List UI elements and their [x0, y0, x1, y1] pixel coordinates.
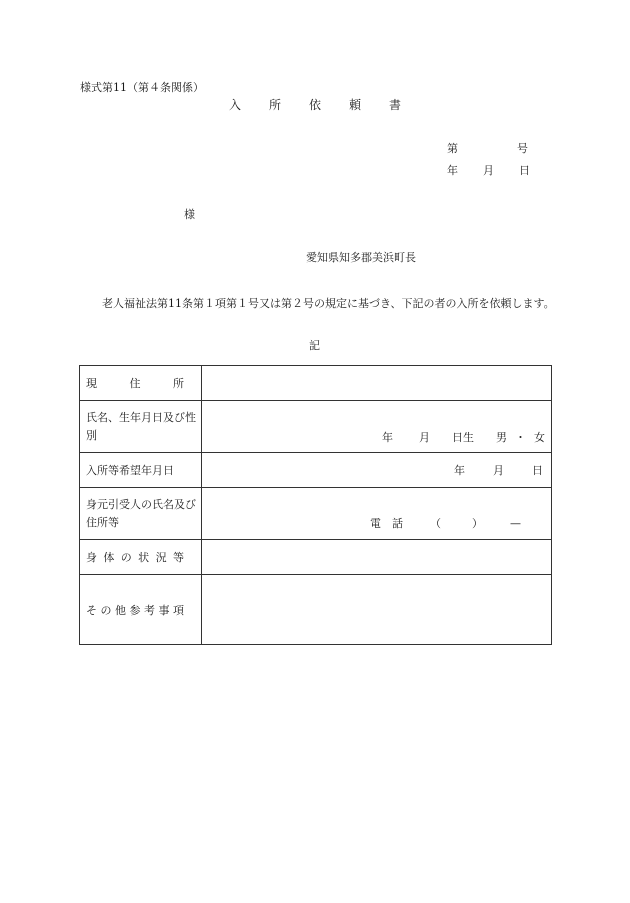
label-char: 況	[155, 551, 167, 564]
address-field[interactable]	[202, 366, 552, 401]
label-char: 考	[144, 603, 155, 617]
guarantor-label: 身元引受人の氏名及び住所等	[80, 488, 202, 540]
gender-female[interactable]: 女	[534, 430, 545, 444]
birth-day: 日生	[452, 430, 474, 444]
guarantor-field[interactable]	[202, 488, 552, 540]
label-char: 等	[172, 551, 184, 564]
date-day: 日	[519, 164, 530, 177]
label-char: 所	[173, 377, 184, 390]
document-number	[447, 140, 528, 156]
phone-label: 電 話	[370, 516, 403, 530]
name-birth-label: 氏名、生年月日及び性別	[80, 401, 202, 453]
doc-number-prefix: 第	[447, 142, 458, 155]
sender: 愛知県知多郡美浜町長	[306, 251, 416, 264]
address-label	[80, 366, 202, 401]
label-char: の	[120, 551, 132, 564]
label-char: 体	[103, 551, 115, 564]
label-char: 項	[173, 603, 184, 617]
date-year: 年	[447, 164, 458, 177]
table-row	[80, 401, 552, 453]
label-char: 住	[129, 377, 141, 390]
desired-day: 日	[532, 464, 543, 477]
title-char: 書	[389, 98, 402, 112]
title-char: 頼	[349, 98, 362, 112]
phone-paren-open: （	[430, 516, 441, 530]
document-date	[447, 162, 530, 178]
title-char: 入	[229, 98, 242, 112]
desired-date-field[interactable]	[202, 453, 552, 488]
body-text: 老人福祉法第11条第１項第１号又は第２号の規定に基づき、下記の者の入所を依頼します。	[102, 297, 555, 310]
table-row	[80, 488, 552, 540]
birth-year: 年	[382, 430, 393, 444]
label-char: 身	[86, 551, 97, 564]
label-char: 事	[158, 603, 170, 617]
table-row	[80, 575, 552, 645]
date-month: 月	[483, 164, 494, 177]
document-title	[229, 96, 429, 113]
table-row	[80, 540, 552, 575]
table-row	[80, 366, 552, 401]
desired-month: 月	[493, 464, 504, 477]
other-notes-label	[80, 575, 202, 645]
table-row	[80, 453, 552, 488]
name-birth-field[interactable]	[202, 401, 552, 453]
title-char: 所	[269, 98, 282, 112]
title-char: 依	[309, 98, 322, 112]
gender-separator: ・	[515, 430, 526, 444]
addressee: 様	[184, 208, 195, 221]
condition-label	[80, 540, 202, 575]
label-char: 状	[138, 551, 150, 564]
label-char: そ	[86, 603, 97, 617]
doc-number-suffix: 号	[517, 142, 528, 155]
condition-field[interactable]	[202, 540, 552, 575]
desired-date-label: 入所等希望年月日	[80, 453, 202, 488]
form-number-label: 様式第11（第４条関係）	[80, 81, 204, 94]
label-char: 現	[86, 377, 97, 390]
desired-year: 年	[454, 464, 465, 477]
phone-paren-close: ）	[472, 516, 483, 530]
label-char: 他	[115, 603, 126, 617]
other-notes-field[interactable]	[202, 575, 552, 645]
ki-heading: 記	[309, 339, 320, 352]
request-form-table	[79, 365, 552, 645]
birth-month: 月	[419, 430, 430, 444]
phone-dash: —	[510, 516, 521, 530]
label-char: の	[100, 603, 112, 617]
label-char: 参	[129, 603, 141, 617]
gender-male[interactable]: 男	[496, 430, 507, 444]
